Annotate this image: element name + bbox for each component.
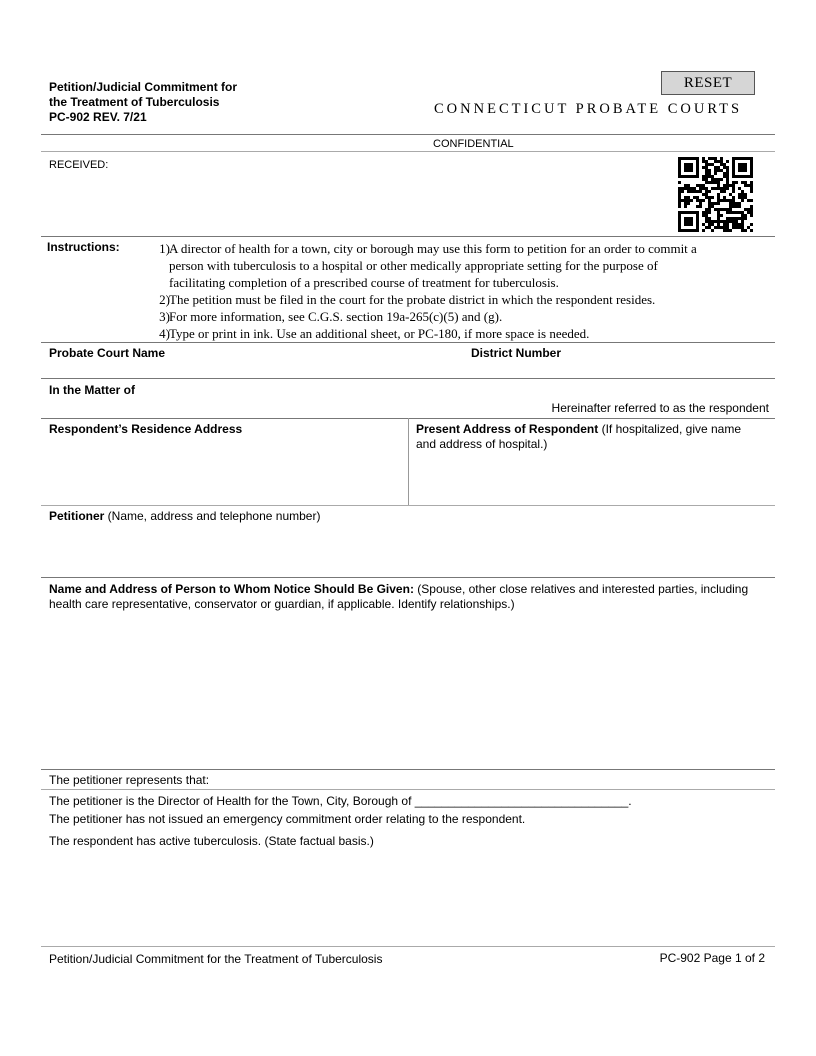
instructions-rule (41, 236, 775, 237)
form-title (49, 80, 237, 125)
district-number-input[interactable] (471, 362, 771, 376)
instruction-line: person with tuberculosis to a hospital or other medically appropriate setting for the purpose of (169, 258, 658, 273)
header-rule (41, 134, 775, 135)
probate-court-name-label: Probate Court Name (49, 346, 166, 360)
petitioner-note: (Name, address and telephone number) (104, 509, 321, 523)
section-rule (41, 577, 775, 578)
instruction-line: Type or print in ink. Use an additional sheet, or PC-180, if more space is needed. (169, 326, 590, 341)
notice-input[interactable] (49, 618, 769, 763)
received-label: RECEIVED: (49, 159, 109, 171)
court-name: CONNECTICUT PROBATE COURTS (434, 101, 743, 117)
represents-line3: The respondent has active tuberculosis. (State factual basis.) (49, 834, 374, 848)
instruction-number: 2) (159, 292, 170, 307)
footer-rule (41, 946, 775, 947)
notice-note: (Spouse, other close relatives and interested parties, including health care representative, conservator or guardian, if applicable. Identify relationships.) (49, 582, 749, 611)
confidential-rule (41, 151, 775, 152)
factual-basis-input[interactable] (49, 852, 769, 937)
represents-line1: The petitioner is the Director of Health for the Town, City, Borough of ________________________________. (49, 794, 632, 808)
footer-title: Petition/Judicial Commitment for the Treatment of Tuberculosis (49, 952, 383, 966)
present-address-note: (If hospitalized, give name and address of hospital.) (416, 422, 742, 451)
notice-title: Name and Address of Person to Whom Notice Should Be Given: (49, 582, 414, 596)
address-divider (408, 418, 409, 505)
section-rule (41, 789, 775, 790)
represents-intro: The petitioner represents that: (49, 773, 210, 787)
reset-button[interactable]: RESET (661, 71, 755, 95)
instructions-label: Instructions: (47, 240, 120, 254)
instruction-number: 3) (159, 309, 170, 324)
section-rule (41, 769, 775, 770)
residence-address-input[interactable] (49, 440, 399, 500)
petitioner-title: Petitioner (49, 509, 105, 523)
instruction-line: The petition must be filed in the court for the probate district in which the respondent resides. (169, 292, 656, 307)
footer-page: PC-902 Page 1 of 2 (659, 951, 765, 965)
present-address-title: Present Address of Respondent (416, 422, 599, 436)
health-town-input[interactable] (458, 793, 693, 807)
instruction-line: facilitating completion of a prescribed course of treatment for tuberculosis. (169, 275, 559, 290)
form-number: PC-902 REV. 7/21 (49, 110, 147, 124)
petitioner-input[interactable] (49, 527, 769, 572)
hereinafter-label: Hereinafter referred to as the respondent (551, 401, 769, 415)
present-address-input[interactable] (416, 455, 766, 500)
section-rule (41, 378, 775, 379)
respondent-name-input[interactable] (160, 383, 760, 397)
notice-label (49, 582, 769, 612)
present-address-label (416, 422, 761, 452)
form-title-line2: the Treatment of Tuberculosis (49, 95, 220, 109)
residence-address-label: Respondent’s Residence Address (49, 422, 243, 436)
petitioner-label (49, 509, 320, 523)
instruction-number: 4) (159, 326, 170, 341)
qr-code-icon (678, 157, 753, 232)
form-title-line1: Petition/Judicial Commitment for (49, 80, 238, 94)
instruction-number: 1) (159, 241, 170, 256)
confidential-label: CONFIDENTIAL (433, 138, 514, 150)
section-rule (41, 505, 775, 506)
district-number-label: District Number (471, 346, 562, 360)
section-rule (41, 342, 775, 343)
instruction-line: A director of health for a town, city or borough may use this form to petition for an order to commit a (169, 241, 697, 256)
represents-line2: The petitioner has not issued an emergency commitment order relating to the respondent. (49, 812, 526, 826)
in-the-matter-of-label: In the Matter of (49, 383, 135, 397)
probate-court-name-input[interactable] (49, 362, 459, 376)
instruction-line: For more information, see C.G.S. section 19a-265(c)(5) and (g). (169, 309, 503, 324)
